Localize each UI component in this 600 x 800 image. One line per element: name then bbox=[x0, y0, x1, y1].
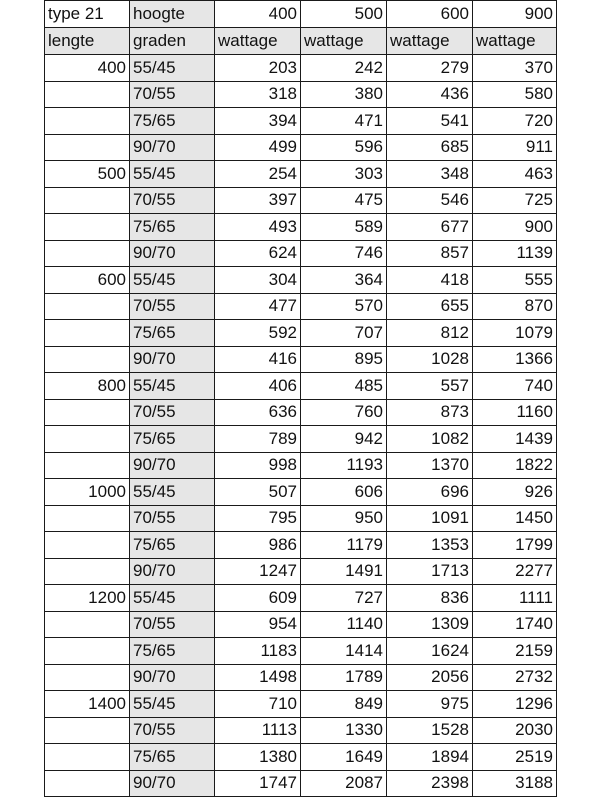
lengte-cell[interactable] bbox=[45, 770, 130, 797]
wattage-cell[interactable]: 849 bbox=[301, 691, 387, 718]
wattage-cell[interactable]: 555 bbox=[473, 267, 557, 294]
wattage-cell[interactable]: 3188 bbox=[473, 770, 557, 797]
table-row bbox=[45, 267, 557, 294]
wattage-cell[interactable]: 493 bbox=[215, 214, 301, 241]
lengte-cell[interactable] bbox=[45, 426, 130, 453]
wattage-cell[interactable]: 1082 bbox=[387, 426, 473, 453]
wattage-cell[interactable]: 1822 bbox=[473, 452, 557, 479]
wattage-cell[interactable]: 2087 bbox=[301, 770, 387, 797]
wattage-cell[interactable]: 895 bbox=[301, 346, 387, 373]
wattage-cell[interactable]: 254 bbox=[215, 161, 301, 188]
wattage-cell[interactable]: 475 bbox=[301, 187, 387, 214]
graden-cell[interactable]: 90/70 bbox=[130, 770, 215, 797]
wattage-cell[interactable]: 655 bbox=[387, 293, 473, 320]
wattage-cell[interactable]: 507 bbox=[215, 479, 301, 506]
wattage-cell[interactable]: 624 bbox=[215, 240, 301, 267]
wattage-cell[interactable]: 370 bbox=[473, 55, 557, 82]
table-row bbox=[45, 293, 557, 320]
lengte-cell[interactable] bbox=[45, 240, 130, 267]
header-row-2 bbox=[45, 28, 557, 55]
wattage-cell[interactable]: 727 bbox=[301, 585, 387, 612]
wattage-cell[interactable]: 1179 bbox=[301, 532, 387, 559]
table-row bbox=[45, 638, 557, 665]
wattage-cell[interactable]: 279 bbox=[387, 55, 473, 82]
graden-cell[interactable]: 70/55 bbox=[130, 717, 215, 744]
wattage-cell[interactable]: 1747 bbox=[215, 770, 301, 797]
table-row bbox=[45, 479, 557, 506]
wattage-cell[interactable]: 760 bbox=[301, 399, 387, 426]
wattage-cell[interactable]: 950 bbox=[301, 505, 387, 532]
wattage-cell[interactable]: 1160 bbox=[473, 399, 557, 426]
lengte-cell[interactable]: 600 bbox=[45, 267, 130, 294]
graden-cell[interactable]: 75/65 bbox=[130, 744, 215, 771]
table-row bbox=[45, 452, 557, 479]
graden-cell[interactable]: 75/65 bbox=[130, 108, 215, 135]
table-row bbox=[45, 717, 557, 744]
lengte-cell[interactable] bbox=[45, 505, 130, 532]
graden-cell[interactable]: 75/65 bbox=[130, 426, 215, 453]
wattage-cell[interactable]: 685 bbox=[387, 134, 473, 161]
wattage-table-body bbox=[45, 1, 557, 797]
wattage-cell[interactable]: 580 bbox=[473, 81, 557, 108]
wattage-cell[interactable]: 1713 bbox=[387, 558, 473, 585]
graden-cell[interactable]: 55/45 bbox=[130, 479, 215, 506]
table-row bbox=[45, 505, 557, 532]
wattage-cell[interactable]: 364 bbox=[301, 267, 387, 294]
wattage-cell[interactable]: 942 bbox=[301, 426, 387, 453]
wattage-cell[interactable]: 1498 bbox=[215, 664, 301, 691]
lengte-cell[interactable]: 800 bbox=[45, 373, 130, 400]
graden-cell[interactable]: 90/70 bbox=[130, 452, 215, 479]
wattage-cell[interactable]: 1491 bbox=[301, 558, 387, 585]
wattage-cell[interactable]: 1789 bbox=[301, 664, 387, 691]
graden-cell[interactable]: 55/45 bbox=[130, 161, 215, 188]
table-row bbox=[45, 664, 557, 691]
graden-cell[interactable]: 70/55 bbox=[130, 505, 215, 532]
lengte-cell[interactable] bbox=[45, 134, 130, 161]
wattage-cell[interactable]: 2056 bbox=[387, 664, 473, 691]
wattage-cell[interactable]: 1380 bbox=[215, 744, 301, 771]
wattage-cell[interactable]: 471 bbox=[301, 108, 387, 135]
lengte-cell[interactable] bbox=[45, 611, 130, 638]
lengte-cell[interactable]: 400 bbox=[45, 55, 130, 82]
graden-cell[interactable]: 70/55 bbox=[130, 399, 215, 426]
graden-cell[interactable]: 90/70 bbox=[130, 346, 215, 373]
wattage-cell[interactable]: 795 bbox=[215, 505, 301, 532]
wattage-cell[interactable]: 1079 bbox=[473, 320, 557, 347]
wattage-cell[interactable]: 900 bbox=[473, 214, 557, 241]
graden-cell[interactable]: 90/70 bbox=[130, 664, 215, 691]
wattage-cell[interactable]: 416 bbox=[215, 346, 301, 373]
wattage-cell[interactable]: 609 bbox=[215, 585, 301, 612]
lengte-cell[interactable] bbox=[45, 638, 130, 665]
wattage-cell[interactable]: 557 bbox=[387, 373, 473, 400]
header-type-cell[interactable]: type 21 bbox=[45, 1, 130, 28]
header-wattage-cell[interactable]: wattage bbox=[215, 28, 301, 55]
wattage-cell[interactable]: 477 bbox=[215, 293, 301, 320]
wattage-cell[interactable]: 1139 bbox=[473, 240, 557, 267]
graden-cell[interactable]: 55/45 bbox=[130, 585, 215, 612]
table-row bbox=[45, 55, 557, 82]
wattage-cell[interactable]: 975 bbox=[387, 691, 473, 718]
table-row bbox=[45, 558, 557, 585]
wattage-cell[interactable]: 1414 bbox=[301, 638, 387, 665]
wattage-cell[interactable]: 1193 bbox=[301, 452, 387, 479]
wattage-cell[interactable]: 394 bbox=[215, 108, 301, 135]
graden-cell[interactable]: 55/45 bbox=[130, 691, 215, 718]
wattage-cell[interactable]: 954 bbox=[215, 611, 301, 638]
wattage-cell[interactable]: 304 bbox=[215, 267, 301, 294]
wattage-cell[interactable]: 1799 bbox=[473, 532, 557, 559]
graden-cell[interactable]: 90/70 bbox=[130, 558, 215, 585]
table-row bbox=[45, 744, 557, 771]
wattage-cell[interactable]: 348 bbox=[387, 161, 473, 188]
wattage-cell[interactable]: 696 bbox=[387, 479, 473, 506]
wattage-cell[interactable]: 911 bbox=[473, 134, 557, 161]
wattage-cell[interactable]: 1140 bbox=[301, 611, 387, 638]
lengte-cell[interactable] bbox=[45, 558, 130, 585]
wattage-cell[interactable]: 203 bbox=[215, 55, 301, 82]
wattage-cell[interactable]: 1091 bbox=[387, 505, 473, 532]
wattage-cell[interactable]: 1624 bbox=[387, 638, 473, 665]
wattage-cell[interactable]: 1296 bbox=[473, 691, 557, 718]
table-row bbox=[45, 187, 557, 214]
table-row bbox=[45, 399, 557, 426]
lengte-cell[interactable] bbox=[45, 293, 130, 320]
wattage-cell[interactable]: 592 bbox=[215, 320, 301, 347]
wattage-cell[interactable]: 636 bbox=[215, 399, 301, 426]
table-row bbox=[45, 81, 557, 108]
wattage-cell[interactable]: 436 bbox=[387, 81, 473, 108]
wattage-cell[interactable]: 546 bbox=[387, 187, 473, 214]
table-row bbox=[45, 611, 557, 638]
graden-cell[interactable]: 75/65 bbox=[130, 320, 215, 347]
lengte-cell[interactable] bbox=[45, 664, 130, 691]
graden-cell[interactable]: 70/55 bbox=[130, 611, 215, 638]
header-wattage-cell[interactable]: wattage bbox=[473, 28, 557, 55]
wattage-cell[interactable]: 1740 bbox=[473, 611, 557, 638]
wattage-cell[interactable]: 720 bbox=[473, 108, 557, 135]
wattage-cell[interactable]: 789 bbox=[215, 426, 301, 453]
wattage-cell[interactable]: 1113 bbox=[215, 717, 301, 744]
lengte-cell[interactable]: 500 bbox=[45, 161, 130, 188]
table-row bbox=[45, 373, 557, 400]
wattage-cell[interactable]: 710 bbox=[215, 691, 301, 718]
lengte-cell[interactable] bbox=[45, 320, 130, 347]
graden-cell[interactable]: 90/70 bbox=[130, 134, 215, 161]
lengte-cell[interactable] bbox=[45, 346, 130, 373]
wattage-cell[interactable]: 2519 bbox=[473, 744, 557, 771]
wattage-cell[interactable]: 836 bbox=[387, 585, 473, 612]
wattage-cell[interactable]: 725 bbox=[473, 187, 557, 214]
table-row bbox=[45, 346, 557, 373]
wattage-cell[interactable]: 2277 bbox=[473, 558, 557, 585]
graden-cell[interactable]: 75/65 bbox=[130, 214, 215, 241]
lengte-cell[interactable]: 1400 bbox=[45, 691, 130, 718]
wattage-cell[interactable]: 1111 bbox=[473, 585, 557, 612]
wattage-cell[interactable]: 1528 bbox=[387, 717, 473, 744]
wattage-table bbox=[44, 0, 557, 797]
graden-cell[interactable]: 55/45 bbox=[130, 373, 215, 400]
wattage-cell[interactable]: 1439 bbox=[473, 426, 557, 453]
table-row bbox=[45, 240, 557, 267]
table-row bbox=[45, 320, 557, 347]
wattage-cell[interactable]: 2030 bbox=[473, 717, 557, 744]
header-height-900-cell[interactable]: 900 bbox=[473, 1, 557, 28]
graden-cell[interactable]: 70/55 bbox=[130, 293, 215, 320]
lengte-cell[interactable] bbox=[45, 214, 130, 241]
wattage-cell[interactable]: 2398 bbox=[387, 770, 473, 797]
wattage-cell[interactable]: 1450 bbox=[473, 505, 557, 532]
wattage-cell[interactable]: 1370 bbox=[387, 452, 473, 479]
wattage-cell[interactable]: 463 bbox=[473, 161, 557, 188]
wattage-cell[interactable]: 541 bbox=[387, 108, 473, 135]
table-row bbox=[45, 108, 557, 135]
table-row bbox=[45, 691, 557, 718]
wattage-cell[interactable]: 380 bbox=[301, 81, 387, 108]
header-height-500-cell[interactable]: 500 bbox=[301, 1, 387, 28]
wattage-cell[interactable]: 1028 bbox=[387, 346, 473, 373]
wattage-cell[interactable]: 1183 bbox=[215, 638, 301, 665]
lengte-cell[interactable] bbox=[45, 452, 130, 479]
wattage-cell[interactable]: 589 bbox=[301, 214, 387, 241]
graden-cell[interactable]: 75/65 bbox=[130, 532, 215, 559]
wattage-cell[interactable]: 596 bbox=[301, 134, 387, 161]
wattage-cell[interactable]: 1649 bbox=[301, 744, 387, 771]
header-graden-cell[interactable]: graden bbox=[130, 28, 215, 55]
header-hoogte-cell[interactable]: hoogte bbox=[130, 1, 215, 28]
wattage-cell[interactable]: 1353 bbox=[387, 532, 473, 559]
table-row bbox=[45, 585, 557, 612]
graden-cell[interactable]: 70/55 bbox=[130, 187, 215, 214]
table-row bbox=[45, 161, 557, 188]
wattage-cell[interactable]: 707 bbox=[301, 320, 387, 347]
header-height-400-cell[interactable]: 400 bbox=[215, 1, 301, 28]
wattage-cell[interactable]: 873 bbox=[387, 399, 473, 426]
graden-cell[interactable]: 90/70 bbox=[130, 240, 215, 267]
table-row bbox=[45, 532, 557, 559]
wattage-cell[interactable]: 1330 bbox=[301, 717, 387, 744]
wattage-cell[interactable]: 677 bbox=[387, 214, 473, 241]
wattage-cell[interactable]: 926 bbox=[473, 479, 557, 506]
lengte-cell[interactable] bbox=[45, 187, 130, 214]
wattage-cell[interactable]: 303 bbox=[301, 161, 387, 188]
wattage-cell[interactable]: 812 bbox=[387, 320, 473, 347]
wattage-cell[interactable]: 1309 bbox=[387, 611, 473, 638]
lengte-cell[interactable]: 1000 bbox=[45, 479, 130, 506]
wattage-cell[interactable]: 499 bbox=[215, 134, 301, 161]
lengte-cell[interactable] bbox=[45, 717, 130, 744]
table-row bbox=[45, 214, 557, 241]
wattage-cell[interactable]: 418 bbox=[387, 267, 473, 294]
wattage-cell[interactable]: 570 bbox=[301, 293, 387, 320]
wattage-cell[interactable]: 1366 bbox=[473, 346, 557, 373]
wattage-cell[interactable]: 606 bbox=[301, 479, 387, 506]
wattage-cell[interactable]: 1894 bbox=[387, 744, 473, 771]
lengte-cell[interactable] bbox=[45, 81, 130, 108]
header-lengte-cell[interactable]: lengte bbox=[45, 28, 130, 55]
wattage-cell[interactable]: 1247 bbox=[215, 558, 301, 585]
wattage-cell[interactable]: 746 bbox=[301, 240, 387, 267]
wattage-cell[interactable]: 2732 bbox=[473, 664, 557, 691]
wattage-cell[interactable]: 2159 bbox=[473, 638, 557, 665]
lengte-cell[interactable] bbox=[45, 532, 130, 559]
lengte-cell[interactable] bbox=[45, 744, 130, 771]
lengte-cell[interactable] bbox=[45, 108, 130, 135]
lengte-cell[interactable] bbox=[45, 399, 130, 426]
table-row bbox=[45, 426, 557, 453]
header-row-1 bbox=[45, 1, 557, 28]
graden-cell[interactable]: 70/55 bbox=[130, 81, 215, 108]
wattage-cell[interactable]: 870 bbox=[473, 293, 557, 320]
wattage-cell[interactable]: 406 bbox=[215, 373, 301, 400]
wattage-cell[interactable]: 318 bbox=[215, 81, 301, 108]
wattage-cell[interactable]: 998 bbox=[215, 452, 301, 479]
wattage-cell[interactable]: 986 bbox=[215, 532, 301, 559]
table-row bbox=[45, 134, 557, 161]
wattage-cell[interactable]: 397 bbox=[215, 187, 301, 214]
graden-cell[interactable]: 75/65 bbox=[130, 638, 215, 665]
wattage-cell[interactable]: 485 bbox=[301, 373, 387, 400]
wattage-cell[interactable]: 242 bbox=[301, 55, 387, 82]
wattage-cell[interactable]: 740 bbox=[473, 373, 557, 400]
header-wattage-cell[interactable]: wattage bbox=[387, 28, 473, 55]
header-wattage-cell[interactable]: wattage bbox=[301, 28, 387, 55]
wattage-cell[interactable]: 857 bbox=[387, 240, 473, 267]
graden-cell[interactable]: 55/45 bbox=[130, 55, 215, 82]
table-row bbox=[45, 770, 557, 797]
header-height-600-cell[interactable]: 600 bbox=[387, 1, 473, 28]
graden-cell[interactable]: 55/45 bbox=[130, 267, 215, 294]
lengte-cell[interactable]: 1200 bbox=[45, 585, 130, 612]
